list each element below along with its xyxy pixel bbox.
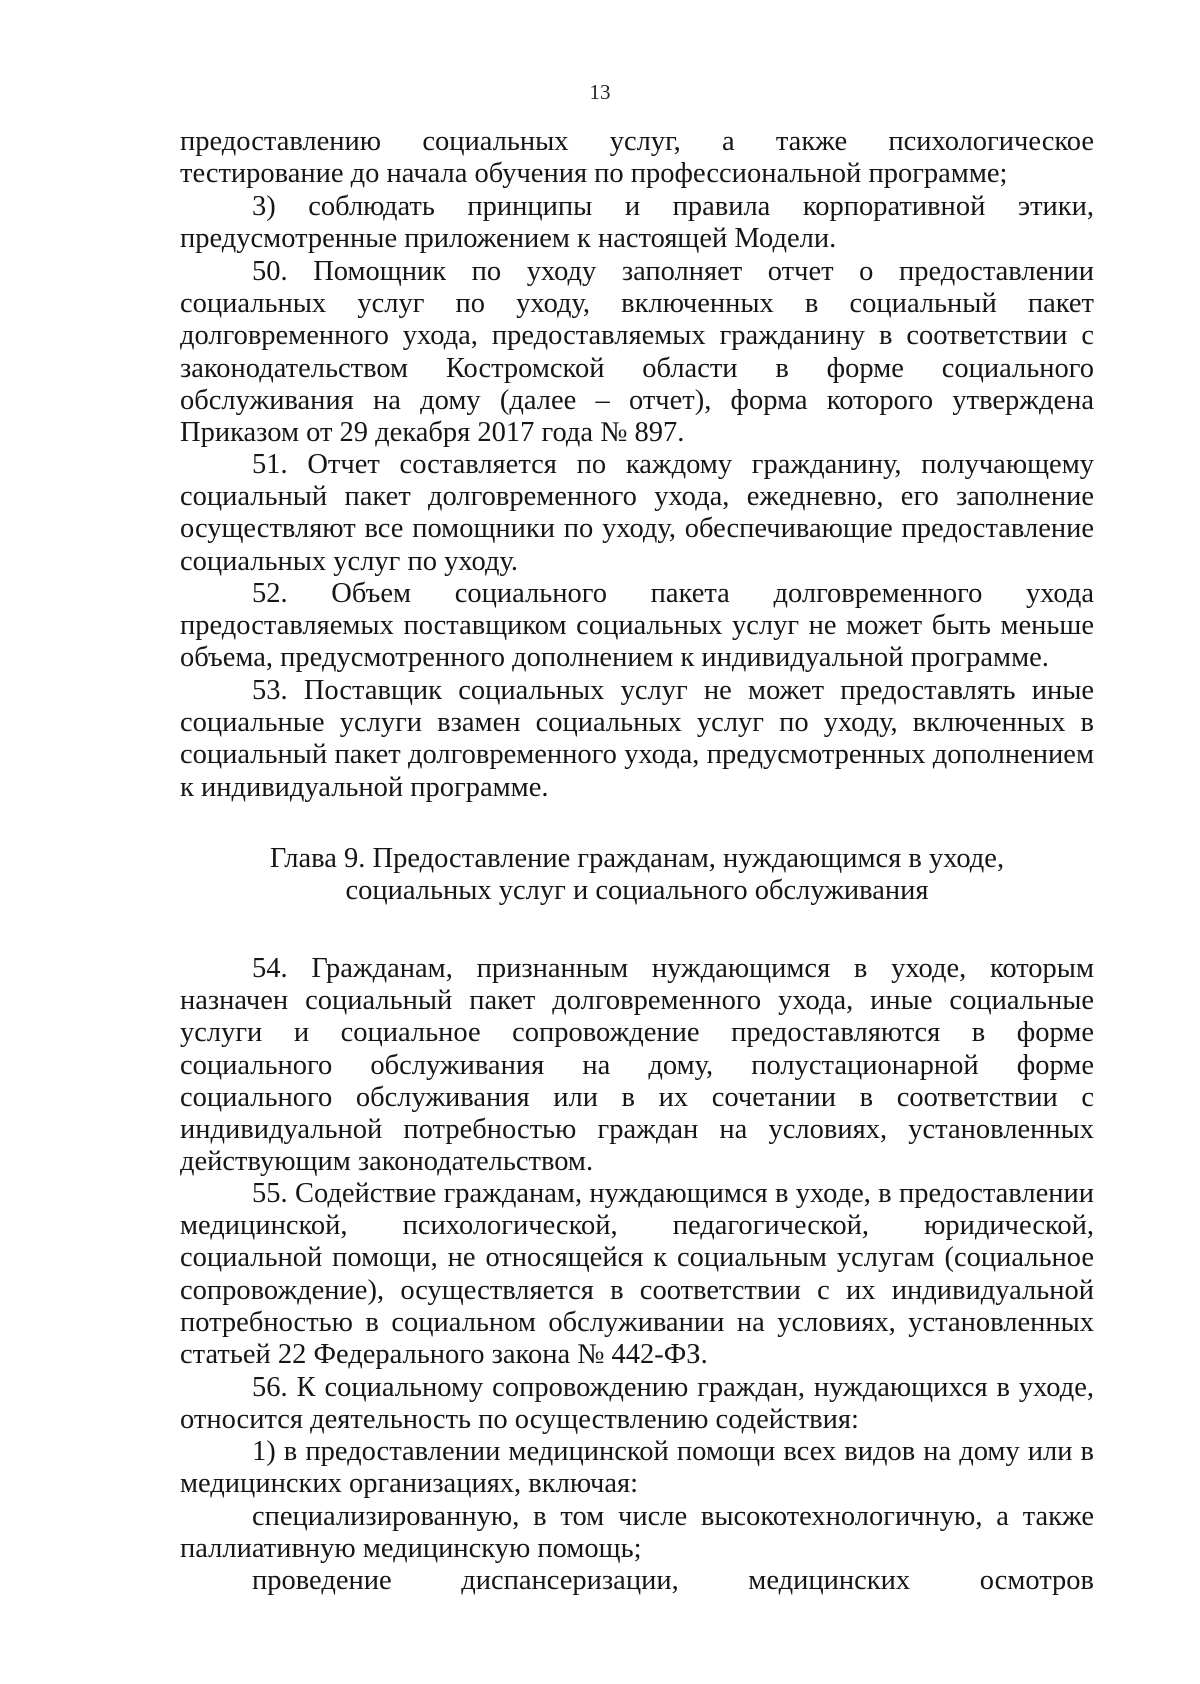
paragraph-54: 54. Гражданам, признанным нуждающимся в уходе, которым назначен социальный пакет долговременного ухода, иные социальные услуги и социальное сопровождение предоставляются в форме социального обслуживания на дому, полустационарной форме социального обслуживания или в их сочетании в соответствии с индивидуальной потребностью граждан на условиях, установленных действующим законодательством. [180, 953, 1094, 1178]
chapter-heading [180, 843, 1094, 907]
paragraph-55: 55. Содействие гражданам, нуждающимся в уходе, в предоставлении медицинской, психологической, педагогической, юридической, социальной помощи, не относящейся к социальным услугам (социальное сопровождение), осуществляется в соответствии с их индивидуальной потребностью в социальном обслуживании на условиях, установленных статьей 22 Федерального закона № 442-ФЗ. [180, 1178, 1094, 1371]
paragraph-continuation: предоставлению социальных услуг, а также психологическое тестирование до начала обучения по профессиональной программе; [180, 126, 1094, 190]
paragraph-50: 50. Помощник по уходу заполняет отчет о предоставлении социальных услуг по уходу, включенных в социальный пакет долговременного ухода, предоставляемых гражданину в соответствии с законодательством Костромской области в форме социального обслуживания на дому (далее – отчет), форма которого утверждена Приказом от 29 декабря 2017 года № 897. [180, 256, 1094, 449]
paragraph-item-3: 3) соблюдать принципы и правила корпоративной этики, предусмотренные приложением к настоящей Модели. [180, 191, 1094, 255]
paragraph-52: 52. Объем социального пакета долговременного ухода предоставляемых поставщиком социальных услуг не может быть меньше объема, предусмотренного дополнением к индивидуальной программе. [180, 578, 1094, 674]
paragraph-51: 51. Отчет составляется по каждому гражданину, получающему социальный пакет долговременного ухода, ежедневно, его заполнение осуществляют все помощники по уходу, обеспечивающие предоставление социальных услуг по уходу. [180, 449, 1094, 577]
paragraph-56: 56. К социальному сопровождению граждан, нуждающихся в уходе, относится деятельность по осуществлению содействия: [180, 1372, 1094, 1436]
paragraph-53: 53. Поставщик социальных услуг не может предоставлять иные социальные услуги взамен социальных услуг по уходу, включенных в социальный пакет долговременного ухода, предусмотренных дополнением к индивидуальной программе. [180, 675, 1094, 803]
paragraph-dispensary: проведение диспансеризации, медицинских осмотров [252, 1565, 1094, 1596]
paragraph-specialized-care: специализированную, в том числе высокотехнологичную, а также паллиативную медицинскую помощь; [180, 1501, 1094, 1565]
page-number: 13 [589, 80, 611, 104]
paragraph-56-item-1: 1) в предоставлении медицинской помощи всех видов на дому или в медицинских организациях, включая: [180, 1436, 1094, 1500]
chapter-heading-line-2: социальных услуг и социального обслуживания [345, 875, 929, 907]
chapter-heading-line-1: Глава 9. Предоставление гражданам, нуждающимся в уходе, [269, 843, 1005, 874]
